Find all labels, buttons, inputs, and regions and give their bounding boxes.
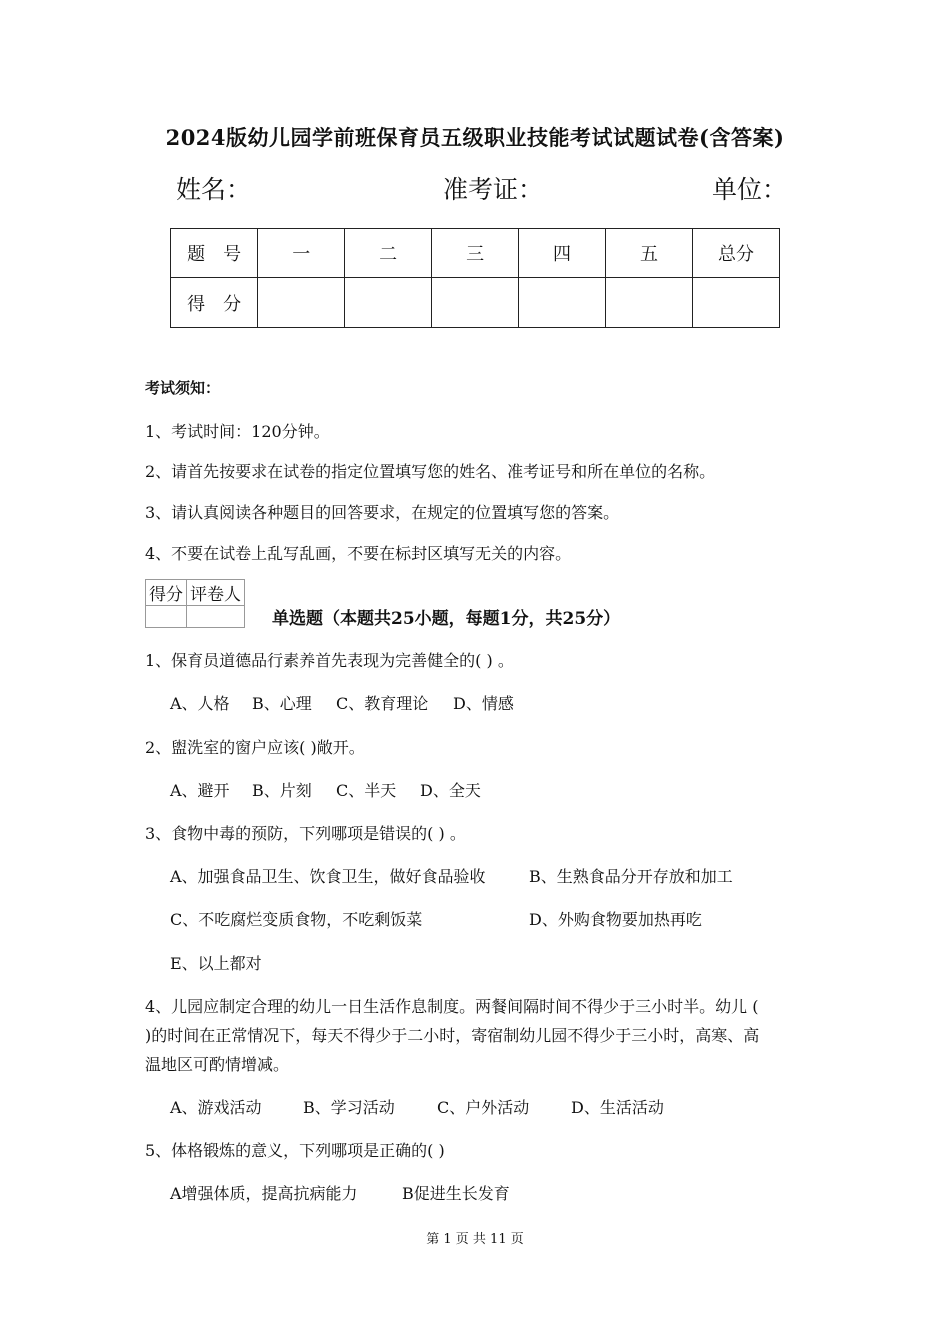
notice-item-1: 1、考试时间：120分钟。 bbox=[145, 422, 330, 441]
question-4-stem-line-2: )的时间在正常情况下，每天不得少于二小时，寄宿制幼儿园不得少于三小时，高寒、高 bbox=[145, 1026, 760, 1045]
q1-option-d: D、情感 bbox=[453, 694, 514, 713]
q4-option-d: D、生活活动 bbox=[571, 1098, 664, 1117]
score-table-score-row bbox=[171, 278, 780, 328]
notice-item-2: 2、请首先按要求在试卷的指定位置填写您的姓名、准考证号和所在单位的名称。 bbox=[145, 462, 716, 481]
grader-reviewer-cell[interactable] bbox=[187, 606, 245, 628]
score-table-header-row bbox=[171, 229, 780, 278]
question-3-stem: 3、食物中毒的预防，下列哪项是错误的( ) 。 bbox=[145, 824, 466, 843]
grader-reviewer-label: 评卷人 bbox=[187, 580, 245, 606]
grader-score-label: 得分 bbox=[146, 580, 187, 606]
score-header-3: 三 bbox=[432, 229, 519, 278]
score-cell-5[interactable] bbox=[606, 278, 693, 328]
question-1-stem: 1、保育员道德品行素养首先表现为完善健全的( ) 。 bbox=[145, 651, 514, 670]
name-label: 姓名： bbox=[176, 175, 252, 204]
score-header-4: 四 bbox=[519, 229, 606, 278]
q1-option-b: B、心理 bbox=[252, 694, 312, 713]
q5-option-a: A增强体质，提高抗病能力 bbox=[170, 1184, 358, 1203]
q3-option-b: B、生熟食品分开存放和加工 bbox=[529, 867, 733, 886]
question-4-stem-line-3: 温地区可酌情增减。 bbox=[145, 1055, 290, 1074]
page-title: 2024版幼儿园学前班保育员五级职业技能考试试题试卷(含答案) bbox=[165, 125, 785, 150]
grader-box bbox=[145, 579, 245, 628]
score-header-2: 二 bbox=[345, 229, 432, 278]
q1-option-c: C、教育理论 bbox=[336, 694, 429, 713]
q2-option-c: C、半天 bbox=[336, 781, 397, 800]
q4-option-a: A、游戏活动 bbox=[170, 1098, 262, 1117]
q4-option-c: C、户外活动 bbox=[437, 1098, 530, 1117]
page-footer: 第 1 页 共 11 页 bbox=[426, 1232, 524, 1247]
q3-option-e: E、以上都对 bbox=[170, 954, 262, 973]
section-title: 单选题（本题共25小题，每题1分，共25分） bbox=[272, 609, 621, 629]
notice-item-3: 3、请认真阅读各种题目的回答要求，在规定的位置填写您的答案。 bbox=[145, 503, 620, 522]
notice-item-4: 4、不要在试卷上乱写乱画，不要在标封区填写无关的内容。 bbox=[145, 544, 572, 563]
q4-option-b: B、学习活动 bbox=[303, 1098, 395, 1117]
question-4-stem-line-1: 4、儿园应制定合理的幼儿一日生活作息制度。两餐间隔时间不得少于三小时半。幼儿 ( bbox=[145, 997, 759, 1016]
q5-option-b: B促进生长发育 bbox=[402, 1184, 510, 1203]
q2-option-b: B、片刻 bbox=[252, 781, 312, 800]
question-2-stem: 2、盥洗室的窗户应该( )敞开。 bbox=[145, 738, 365, 757]
score-header-total: 总分 bbox=[692, 229, 779, 278]
notice-heading: 考试须知： bbox=[145, 379, 221, 397]
score-header-1: 一 bbox=[258, 229, 345, 278]
grader-score-cell[interactable] bbox=[146, 606, 187, 628]
score-row-label: 得 分 bbox=[171, 278, 258, 328]
q2-option-a: A、避开 bbox=[170, 781, 230, 800]
score-cell-total[interactable] bbox=[692, 278, 779, 328]
q3-option-d: D、外购食物要加热再吃 bbox=[529, 910, 702, 929]
score-header-5: 五 bbox=[606, 229, 693, 278]
question-5-stem: 5、体格锻炼的意义，下列哪项是正确的( ) bbox=[145, 1141, 445, 1160]
q2-option-d: D、全天 bbox=[420, 781, 481, 800]
q1-option-a: A、人格 bbox=[170, 694, 230, 713]
score-header-label: 题 号 bbox=[171, 229, 258, 278]
score-cell-3[interactable] bbox=[432, 278, 519, 328]
q3-option-a: A、加强食品卫生、饮食卫生，做好食品验收 bbox=[170, 867, 486, 886]
score-cell-1[interactable] bbox=[258, 278, 345, 328]
score-cell-4[interactable] bbox=[519, 278, 606, 328]
score-cell-2[interactable] bbox=[345, 278, 432, 328]
unit-label: 单位： bbox=[712, 175, 788, 204]
q3-option-c: C、不吃腐烂变质食物，不吃剩饭菜 bbox=[170, 910, 423, 929]
score-table bbox=[170, 228, 780, 328]
exam-id-label: 准考证： bbox=[443, 175, 544, 204]
